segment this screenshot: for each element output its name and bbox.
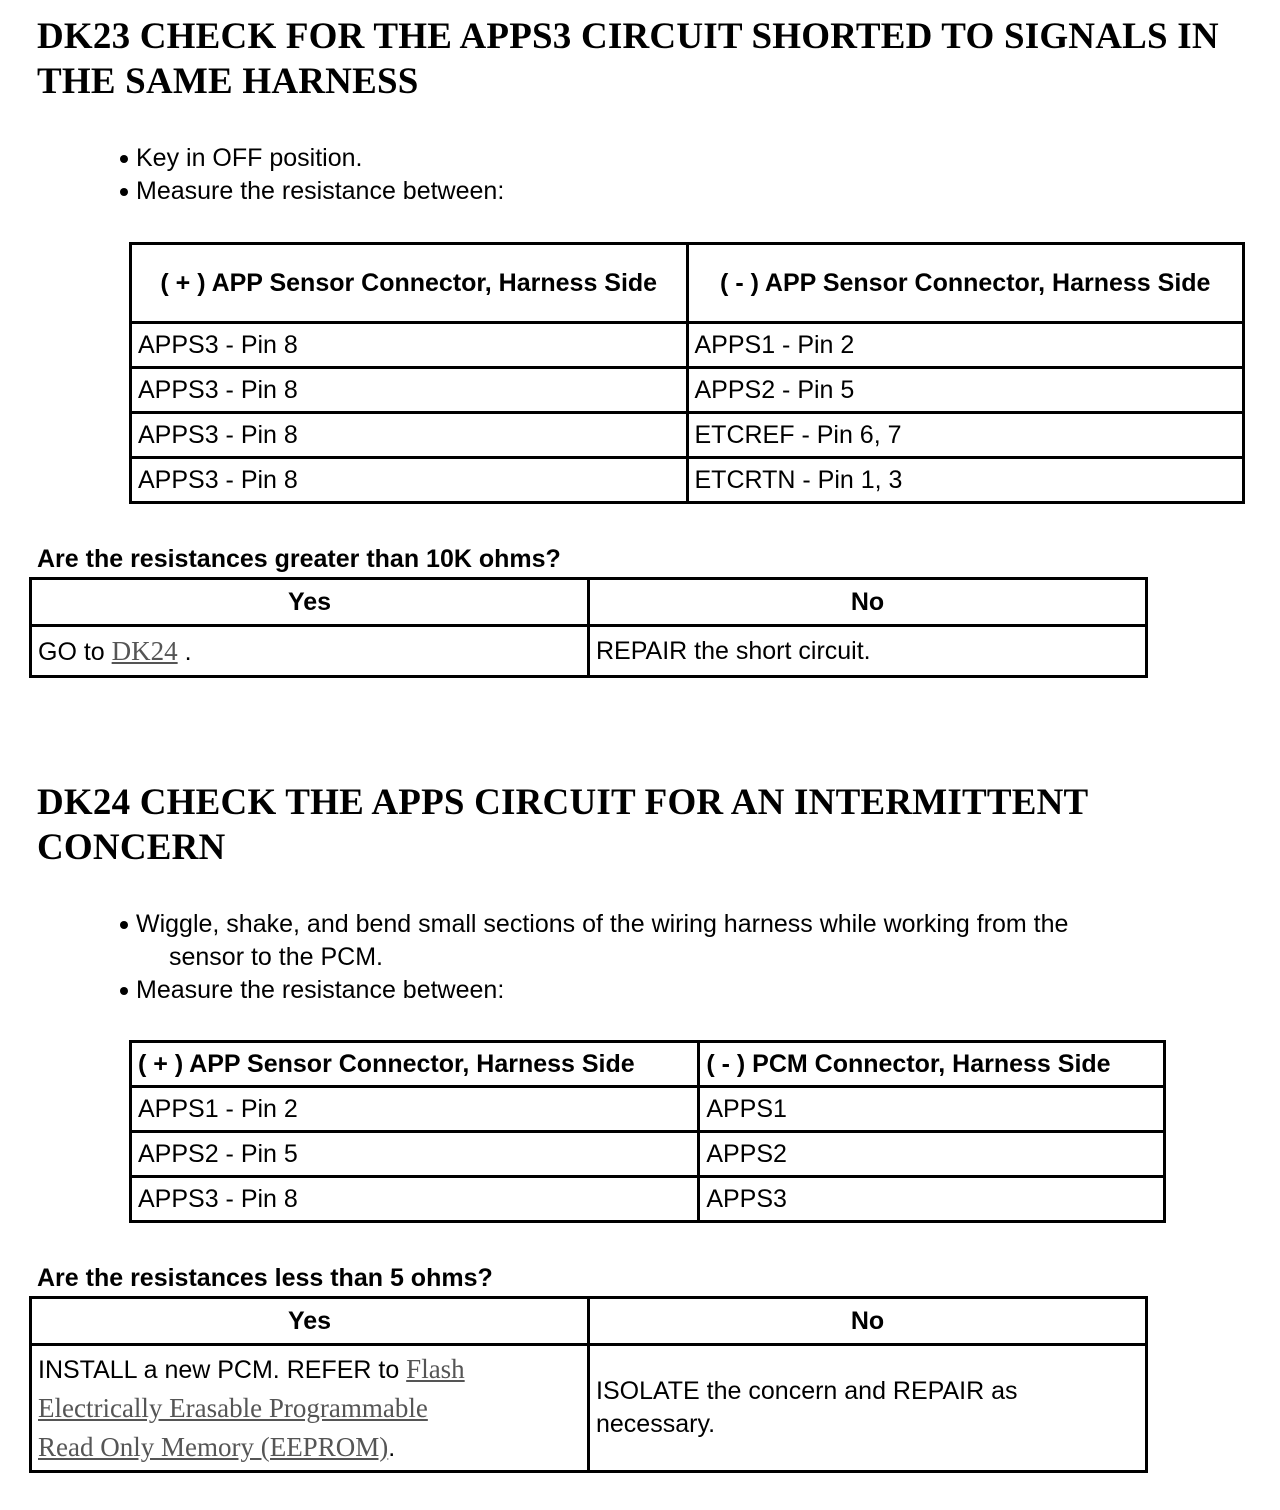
dk23-title: DK23 CHECK FOR THE APPS3 CIRCUIT SHORTED TO SIGNALS IN THE SAME HARNESS [37, 16, 1219, 102]
no-cell: ISOLATE the concern and REPAIR as necessary. [589, 1345, 1147, 1472]
dk24-link[interactable]: DK24 [111, 635, 178, 666]
yes-header: Yes [31, 579, 589, 626]
list-item: Measure the resistance between: [118, 974, 1198, 1007]
table-cell: APPS2 - Pin 5 [131, 1132, 699, 1177]
dk23-measurement-table [129, 242, 1245, 504]
table-cell: APPS2 [699, 1132, 1165, 1177]
eeprom-link[interactable]: Flash Electrically Erasable Programmable Read Only Memory (EEPROM) [38, 1353, 465, 1462]
table-row [131, 1132, 1165, 1177]
dk23-question: Are the resistances greater than 10K ohms? [37, 545, 561, 573]
table-row [131, 413, 1244, 458]
table-header-row [31, 579, 1147, 626]
dk24-measurement-table [129, 1040, 1166, 1223]
dk23-steps [118, 142, 504, 208]
table-cell: ETCRTN - Pin 1, 3 [687, 458, 1244, 503]
yes-header: Yes [31, 1298, 589, 1345]
list-item: Wiggle, shake, and bend small sections of the wiring harness while working from the sensor to the PCM. [118, 908, 1198, 974]
dk24-question: Are the resistances less than 5 ohms? [37, 1264, 493, 1292]
table-row [131, 458, 1244, 503]
table-row [131, 323, 1244, 368]
table-header-row [131, 1042, 1165, 1087]
table-cell: APPS3 [699, 1177, 1165, 1222]
bullet-icon [120, 921, 128, 929]
table-cell: ETCREF - Pin 6, 7 [687, 413, 1244, 458]
table-cell: APPS3 - Pin 8 [131, 413, 688, 458]
no-cell: REPAIR the short circuit. [589, 626, 1147, 677]
bullet-icon [120, 155, 128, 163]
table-cell: APPS2 - Pin 5 [687, 368, 1244, 413]
table-cell: APPS1 [699, 1087, 1165, 1132]
column-header-positive: ( + ) APP Sensor Connector, Harness Side [131, 1042, 699, 1087]
table-header-row [31, 1298, 1147, 1345]
list-item: Key in OFF position. [118, 142, 504, 175]
column-header-positive: ( + ) APP Sensor Connector, Harness Side [131, 244, 688, 323]
column-header-negative: ( - ) APP Sensor Connector, Harness Side [687, 244, 1244, 323]
table-cell: APPS3 - Pin 8 [131, 368, 688, 413]
yes-cell: GO to DK24 . [31, 626, 589, 677]
table-cell: APPS1 - Pin 2 [687, 323, 1244, 368]
dk24-answer-table [29, 1296, 1148, 1473]
table-row [131, 1087, 1165, 1132]
table-cell: APPS3 - Pin 8 [131, 1177, 699, 1222]
bullet-icon [120, 987, 128, 995]
yes-cell: INSTALL a new PCM. REFER to Flash Electrically Erasable Programmable Read Only Memory (EEPROM). [31, 1345, 589, 1472]
no-header: No [589, 579, 1147, 626]
table-header-row [131, 244, 1244, 323]
table-row [131, 1177, 1165, 1222]
table-row [31, 626, 1147, 677]
table-cell: APPS3 - Pin 8 [131, 458, 688, 503]
table-row [31, 1345, 1147, 1472]
table-cell: APPS3 - Pin 8 [131, 323, 688, 368]
table-row [131, 368, 1244, 413]
dk23-answer-table [29, 577, 1148, 678]
list-item: Measure the resistance between: [118, 175, 504, 208]
bullet-icon [120, 188, 128, 196]
dk24-steps [118, 908, 1198, 1007]
table-cell: APPS1 - Pin 2 [131, 1087, 699, 1132]
dk24-title: DK24 CHECK THE APPS CIRCUIT FOR AN INTERMITTENT CONCERN [37, 782, 1088, 868]
no-header: No [589, 1298, 1147, 1345]
column-header-negative: ( - ) PCM Connector, Harness Side [699, 1042, 1165, 1087]
